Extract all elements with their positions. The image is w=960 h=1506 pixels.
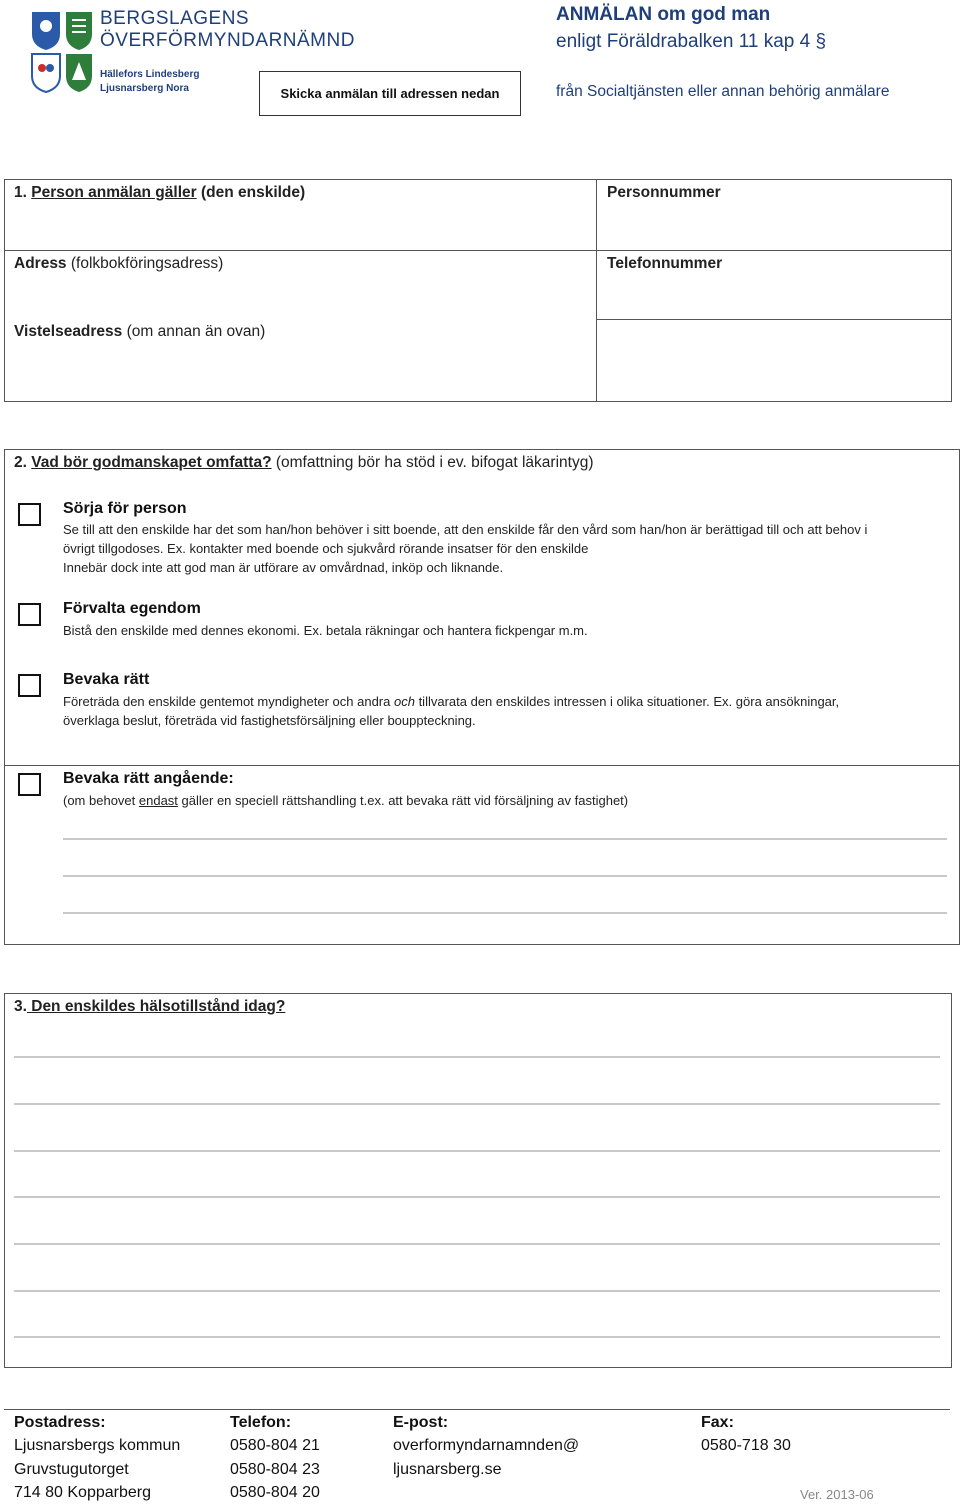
scope-question [14, 454, 593, 472]
section-person [4, 179, 952, 402]
write-line[interactable] [63, 838, 947, 840]
option-text-bevaka-ratt [63, 692, 953, 730]
footer-telefon-line: 0580-804 21 [230, 1437, 320, 1454]
write-line[interactable] [14, 1056, 940, 1058]
write-line[interactable] [63, 912, 947, 914]
municipalities-line1: Hällefors Lindesberg [100, 69, 200, 80]
option-title-forvalta-egendom: Förvalta egendom [63, 600, 201, 617]
checkbox-forvalta-egendom[interactable] [18, 603, 41, 626]
org-name-line1: BERGSLAGENS [100, 8, 250, 29]
footer-postadress-line: Gruvstugutorget [14, 1461, 129, 1478]
write-line[interactable] [14, 1290, 940, 1292]
footer-divider [4, 1409, 950, 1410]
text-part: tillvarata den enskildes intressen i olika situationer. Ex. göra ansökningar, [414, 694, 840, 709]
send-instruction-text: Skicka anmälan till adressen nedan [280, 86, 500, 101]
divider [5, 250, 951, 251]
option-text-line [63, 692, 953, 711]
option-text-forvalta-egendom: Bistå den enskilde med dennes ekonomi. Ex. betala räkningar och hantera fickpengar m.m. [63, 623, 588, 638]
footer-postadress-line: 714 80 Kopparberg [14, 1484, 151, 1501]
scope-question-main: Vad bör godmanskapet omfatta? [31, 454, 272, 471]
write-line[interactable] [14, 1196, 940, 1198]
option-text-bevaka-ratt-angaende [63, 791, 628, 810]
org-name-line2: ÖVERFÖRMYNDARNÄMND [100, 30, 355, 51]
document-subtitle: enligt Föräldrabalken 11 kap 4 § [556, 31, 827, 52]
text-part: gäller en speciell rättshandling t.ex. att bevaka rätt vid försäljning av fastighet) [177, 793, 629, 808]
text-part: (om behovet [63, 793, 139, 808]
version-label: Ver. 2013-06 [800, 1487, 874, 1502]
telefonnummer-text: Telefonnummer [607, 255, 723, 272]
section-number: 2. [14, 454, 27, 471]
section-health [4, 993, 952, 1368]
document-from: från Socialtjänsten eller annan behörig anmälare [556, 83, 890, 100]
option-text-line: övrigt tillgodoses. Ex. kontakter med boende och sjukvård rörande insatser för den enskilde [63, 541, 589, 556]
divider [5, 765, 959, 766]
section-scope [4, 449, 960, 945]
footer-postadress-heading: Postadress: [14, 1414, 106, 1431]
footer-epost-heading: E-post: [393, 1414, 449, 1431]
adress-label [14, 255, 223, 273]
health-question-main: Den enskildes hälsotillstånd idag? [26, 998, 286, 1015]
telefonnummer-label [607, 255, 722, 273]
person-label [14, 184, 305, 202]
option-text-line: överklaga beslut, företräda vid fastighetsförsäljning eller bouppteckning. [63, 713, 476, 728]
divider [596, 319, 951, 320]
adress-rest: (folkbokföringsadress) [66, 255, 224, 272]
section-number: 1. [14, 184, 27, 201]
checkbox-bevaka-ratt[interactable] [18, 674, 41, 697]
adress-bold: Adress [14, 255, 67, 272]
footer-telefon-heading: Telefon: [230, 1414, 292, 1431]
write-line[interactable] [14, 1103, 940, 1105]
text-part: Företräda den enskilde gentemot myndigheter och andra [63, 694, 394, 709]
option-text-line: Innebär dock inte att god man är utförare av omvårdnad, inköp och liknande. [63, 560, 504, 575]
document-title: ANMÄLAN om god man [556, 4, 771, 25]
option-text-line: Se till att den enskilde har det som han/hon behöver i sitt boende, att den enskilde får den vård som han/hon är berättigad till och att behov i [63, 522, 868, 537]
personnummer-label [607, 184, 721, 202]
divider [596, 180, 597, 401]
health-question [14, 998, 285, 1016]
checkbox-bevaka-ratt-angaende[interactable] [18, 773, 41, 796]
footer-epost-line[interactable]: ljusnarsberg.se [393, 1461, 502, 1478]
text-emphasis: och [393, 694, 415, 709]
footer-epost-line[interactable]: overformyndarnamnden@ [393, 1437, 580, 1454]
footer-telefon-line: 0580-804 20 [230, 1484, 320, 1501]
footer-postadress-line: Ljusnarsbergs kommun [14, 1437, 181, 1454]
scope-question-note: (omfattning bör ha stöd i ev. bifogat läkarintyg) [271, 454, 594, 471]
checkbox-sorja-for-person[interactable] [18, 503, 41, 526]
vistelse-rest: (om annan än ovan) [122, 323, 266, 340]
vistelseadress-label [14, 323, 265, 341]
option-text-sorja-for-person [63, 520, 953, 577]
option-title-bevaka-ratt-angaende: Bevaka rätt angående: [63, 770, 234, 787]
footer-telefon-line: 0580-804 23 [230, 1461, 320, 1478]
vistelse-bold: Vistelseadress [14, 323, 123, 340]
option-title-bevaka-ratt: Bevaka rätt [63, 671, 150, 688]
footer-fax-line: 0580-718 30 [701, 1437, 791, 1454]
write-line[interactable] [14, 1150, 940, 1152]
write-line[interactable] [63, 875, 947, 877]
write-line[interactable] [14, 1336, 940, 1338]
section-number: 3. [14, 998, 27, 1015]
footer-fax-heading: Fax: [701, 1414, 734, 1431]
person-label-main: Person anmälan gäller [31, 184, 197, 201]
write-line[interactable] [14, 1243, 940, 1245]
person-label-suffix: (den enskilde) [196, 184, 306, 201]
option-title-sorja-for-person: Sörja för person [63, 500, 187, 517]
municipalities-line2: Ljusnarsberg Nora [100, 83, 189, 94]
personnummer-text: Personnummer [607, 184, 721, 201]
send-instruction-box [259, 71, 521, 116]
coat-of-arms-icon [30, 10, 94, 94]
text-underlined: endast [138, 793, 178, 808]
